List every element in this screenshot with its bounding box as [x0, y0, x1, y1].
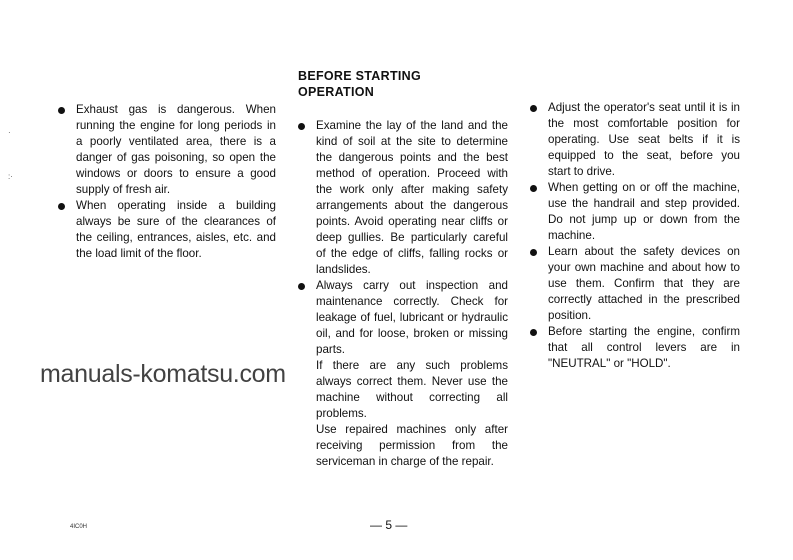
heading-line: BEFORE STARTING — [298, 69, 422, 83]
bullet-item — [58, 198, 276, 262]
column-3 — [530, 100, 740, 372]
document-code: 4IC0H — [70, 524, 88, 530]
item-text: Examine the lay of the land and the kind of soil at the site to determine the dangerous points and the best method of operation. Proceed with the work only after making safety arrangements about the dangerous points. Avoid operating near cliffs or deep gullies. Be particularly careful of the edge of cliffs, falling rocks or landslides. — [316, 119, 508, 276]
bullet-item — [530, 244, 740, 324]
bullet-item — [58, 102, 276, 198]
scan-speck: · — [8, 128, 11, 137]
item-text: Always carry out inspection and maintenance correctly. Check for leakage of fuel, lubricant or hydraulic oil, and for loose, broken or missing parts. — [316, 279, 508, 356]
paragraph: If there are any such problems always correct them. Never use the machine without correcting all problems. — [316, 359, 508, 420]
column-1 — [58, 102, 276, 262]
bullet-item — [298, 278, 508, 358]
bullet-icon — [530, 185, 537, 192]
bullet-item — [530, 324, 740, 372]
bullet-item — [298, 118, 508, 278]
bullet-item — [530, 100, 740, 180]
bullet-item — [530, 180, 740, 244]
paragraph: Use repaired machines only after receiving permission from the serviceman in charge of the repair. — [316, 423, 508, 468]
item-text: Adjust the operator's seat until it is in the most comfortable position for operating. Use seat belts if it is equipped to the seat, before you start to drive. — [548, 101, 740, 178]
bullet-icon — [530, 329, 537, 336]
item-text: When getting on or off the machine, use the handrail and step provided. Do not jump up or down from the machine. — [548, 181, 740, 242]
item-text: Learn about the safety devices on your own machine and about how to use them. Confirm that they are correctly attached in the prescribed position. — [548, 245, 740, 322]
item-text: When operating inside a building always be sure of the clearances of the ceiling, entrances, aisles, etc. and the load limit of the floor. — [76, 199, 276, 260]
bullet-icon — [530, 105, 537, 112]
bullet-icon — [58, 203, 65, 210]
section-heading — [298, 68, 421, 100]
scan-speck: :· — [8, 172, 13, 181]
bullet-icon — [298, 123, 305, 130]
bullet-icon — [58, 107, 65, 114]
item-text: Before starting the engine, confirm that all control levers are in "NEUTRAL" or "HOLD". — [548, 325, 740, 370]
bullet-icon — [298, 283, 305, 290]
bullet-icon — [530, 249, 537, 256]
page-number: — 5 — — [370, 518, 408, 532]
heading-line: OPERATION — [298, 85, 375, 99]
item-text: Exhaust gas is dangerous. When running the engine for long periods in a poorly ventilated area, there is a danger of gas poisoning, so open the windows or doors to ensure a good supply of fresh air. — [76, 103, 276, 196]
column-2 — [298, 118, 508, 470]
watermark: manuals-komatsu.com — [40, 360, 286, 388]
